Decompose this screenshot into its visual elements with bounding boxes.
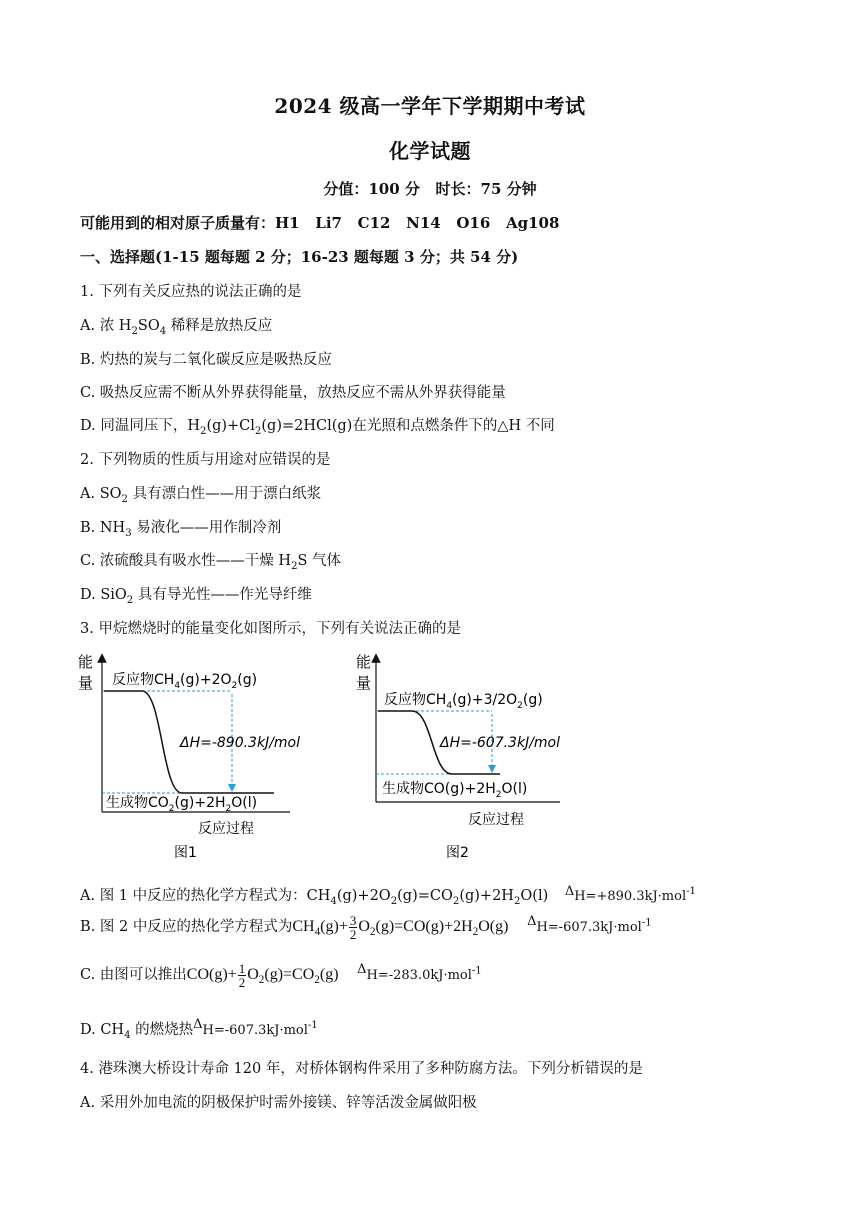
q3-b-eq-s1: 4 [314, 926, 321, 939]
q1-a-text2: SO [137, 318, 160, 334]
q3-b-exp: -1 [641, 917, 652, 929]
q3-c-fraction [238, 962, 247, 989]
q3-a-s3: 2 [452, 895, 460, 907]
q3-c-equation [186, 961, 339, 990]
q3-stem: 3. 甲烷燃烧时的能量变化如图所示，下列有关说法正确的是 [80, 621, 461, 637]
fig2-x-label: 反应过程 [468, 812, 524, 828]
q1-d-text2: (g)+Cl [206, 418, 255, 434]
q3-option-a [80, 884, 696, 907]
q3-c-delta: Δ [357, 962, 367, 978]
exam-subject: 化学试题 [389, 139, 471, 163]
q4-option-a: A. 采用外加电流的阴极保护时需外接镁、锌等活泼金属做阳极 [80, 1095, 477, 1111]
q3-b-eq-t4: (g)=CO(g)+2H [375, 918, 473, 936]
fig2-dh-label: ΔH=-607.3kJ/mol [440, 735, 561, 751]
q2-option-b [80, 516, 281, 539]
q3-d-text2: 的燃烧热 [130, 1022, 194, 1038]
q3-b-dh: H=-607.3kJ·mol [536, 920, 642, 936]
q3-d-sub: 4 [124, 1029, 131, 1041]
q1-option-c: C. 吸热反应需不断从外界获得能量，放热反应不需从外界获得能量 [80, 385, 506, 401]
q1-a-sub: 2 [131, 325, 138, 337]
q3-a-s2: 2 [390, 895, 398, 907]
q1-option-b: B. 灼热的炭与二氧化碳反应是吸热反应 [80, 352, 332, 368]
q3-a-t2: (g)+2O [336, 888, 391, 904]
q3-c-dh: H=-283.0kJ·mol [366, 968, 472, 984]
q1-option-d [80, 414, 555, 437]
fig2-y-label-2: 量 [356, 674, 372, 692]
q1-d-sub: 2 [199, 425, 207, 437]
q3-c-frac-num: 1 [238, 961, 246, 976]
q4-stem: 4. 港珠澳大桥设计寿命 120 年，对桥体钢构件采用了多种防腐方法。下列分析错误的是 [80, 1061, 643, 1077]
q3-option-d [80, 1017, 318, 1041]
q3-a-t4: (g)+2H [459, 888, 514, 904]
q3-b-eq-t2: (g)+ [320, 918, 348, 936]
fig2-product-label: 生成物$CO(g)+2H_2O(l)$ [382, 781, 528, 800]
fig1-y-label-1: 能 [78, 653, 94, 671]
q2-c-sub: 2 [291, 560, 298, 572]
q3-b-frac-den: 2 [349, 927, 357, 942]
energy-diagram-fig2 [350, 650, 610, 865]
q2-stem: 2. 下列物质的性质与用途对应错误的是 [80, 452, 331, 468]
q1-a-text: A. 浓 H [80, 318, 132, 334]
q3-b-fraction [349, 914, 358, 941]
q3-a-t5: O(l) [520, 888, 549, 904]
q1-d-text: D. 同温同压下，H [80, 418, 200, 434]
q3-b-eq-t5: O(g) [478, 918, 509, 936]
q2-option-c [80, 549, 341, 572]
q1-d-text3: (g)=2HCl(g)在光照和点燃条件下的△H 不同 [261, 418, 555, 434]
q3-c-exp: -1 [471, 965, 482, 977]
exam-title: 2024 级高一学年下学期期中考试 [274, 94, 586, 118]
q3-c-frac-den: 2 [238, 975, 246, 990]
q3-c-eq-t3: (g)=CO [264, 966, 315, 984]
q2-c-text2: S 气体 [297, 553, 342, 569]
q3-option-c [80, 962, 482, 989]
q3-a-exp: -1 [686, 886, 696, 898]
exam-meta: 分值：100 分 时长：75 分钟 [323, 180, 537, 198]
q3-a-t3: (g)=CO [397, 888, 453, 904]
fig1-reactant-label: 反应物$CH_4(g)+2O_2(g)$ [112, 672, 258, 691]
q3-d-delta: Δ [193, 1017, 203, 1032]
q3-c-eq-s1: 2 [258, 974, 265, 987]
q3-d-exp: -1 [307, 1020, 318, 1032]
q2-d-text2: 具有导光性——作光导纤维 [133, 587, 312, 603]
q3-b-eq-t1: CH [292, 918, 315, 936]
q3-b-equation [292, 913, 509, 942]
q3-option-b [80, 914, 652, 941]
fig2-reactant-label: 反应物$CH_4(g)+3/2O_2(g)$ [384, 692, 543, 711]
q2-option-a [80, 482, 321, 505]
q2-d-text: D. SiO [80, 587, 127, 603]
q1-d-sub2: 2 [254, 425, 262, 437]
fig2-y-label-1: 能 [356, 653, 372, 671]
q1-a-text3: 稀释是放热反应 [166, 318, 273, 334]
q3-c-eq-t1: CO(g)+ [186, 966, 237, 984]
fig2-caption: 图2 [446, 845, 469, 861]
q2-d-sub: 2 [126, 594, 134, 606]
q2-a-sub: 2 [121, 493, 128, 505]
q3-b-frac-num: 3 [349, 913, 357, 928]
q3-a-s4: 2 [513, 895, 521, 907]
section-heading: 一、选择题(1-15 题每题 2 分；16-23 题每题 3 分；共 54 分) [80, 248, 519, 266]
q3-c-eq-t4: (g) [319, 966, 339, 984]
fig1-y-label-2: 量 [78, 674, 94, 692]
fig1-x-label: 反应过程 [198, 821, 254, 837]
q3-b-eq-s3: 2 [472, 926, 479, 939]
q3-c-eq-s2: 2 [314, 974, 320, 987]
q3-b-eq-t3: O [358, 918, 370, 936]
q1-a-sub2: 4 [159, 325, 167, 337]
fig1-caption: 图1 [174, 845, 197, 861]
q3-c-text: C. 由图可以推出 [80, 967, 187, 984]
q3-a-delta: Δ [564, 884, 575, 899]
q2-b-text2: 易液化——用作制冷剂 [131, 520, 282, 536]
q2-b-sub: 3 [125, 527, 132, 539]
q3-d-dh: H=-607.3kJ·mol [202, 1023, 308, 1038]
q3-a-dh: H=+890.3kJ·mol [574, 889, 687, 904]
q3-b-eq-s2: 2 [369, 926, 376, 939]
atomic-masses: 可能用到的相对原子质量有：H1 Li7 C12 N14 O16 Ag108 [80, 214, 560, 232]
q3-b-delta: Δ [527, 914, 537, 930]
q3-a-text: A. 图 1 中反应的热化学方程式为：CH [80, 888, 331, 904]
q1-stem: 1. 下列有关反应热的说法正确的是 [80, 284, 302, 300]
q3-c-eq-t2: O [247, 966, 259, 984]
energy-diagram-fig1 [70, 650, 330, 865]
q2-b-text: B. NH [80, 520, 126, 536]
q3-a-s1: 4 [330, 895, 337, 907]
q3-d-text: D. CH [80, 1022, 125, 1038]
q3-b-text: B. 图 2 中反应的热化学方程式为 [80, 919, 293, 936]
q1-option-a [80, 314, 272, 337]
fig1-dh-label: ΔH=-890.3kJ/mol [180, 735, 301, 751]
q2-c-text: C. 浓硫酸具有吸水性——干燥 H [80, 553, 292, 569]
q2-a-text2: 具有漂白性——用于漂白纸浆 [127, 486, 322, 502]
fig1-product-label: 生成物$CO_2(g)+2H_2O(l)$ [106, 795, 258, 814]
q2-option-d [80, 583, 312, 606]
q2-a-text: A. SO [80, 486, 122, 502]
